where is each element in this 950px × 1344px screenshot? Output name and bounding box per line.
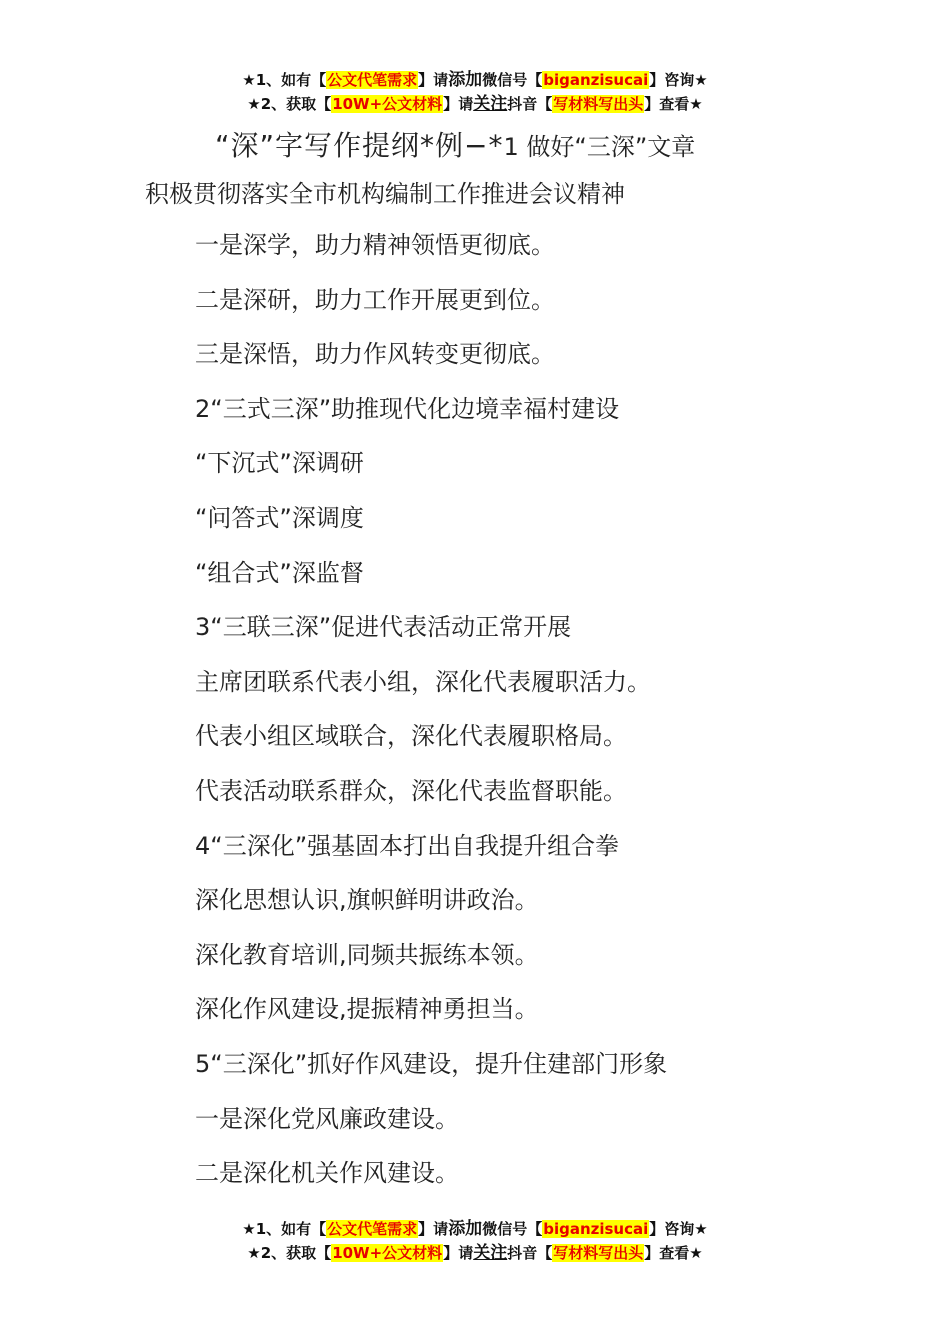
promo-text: 微信号【 [482, 1220, 543, 1238]
outline-heading: 3“三联三深”促进代表活动正常开展 [195, 613, 572, 642]
outline-line: 主席团联系代表小组，深化代表履职活力。 [195, 667, 651, 696]
footer-promo-banner [0, 1217, 950, 1265]
promo-line-1 [0, 68, 950, 92]
promo-highlight: biganzisucai [543, 1220, 649, 1238]
title-sub: 1 做好“三深”文章 [503, 133, 696, 161]
outline-line: 代表小组区域联合，深化代表履职格局。 [195, 722, 627, 751]
promo-emphasis: 关注 [473, 1243, 508, 1263]
outline-line: “下沉式”深调研 [195, 449, 364, 478]
promo-text: 】咨询★ [649, 1220, 708, 1238]
outline-line: “问答式”深调度 [195, 503, 364, 532]
promo-highlight: 公文代笔需求 [327, 1220, 418, 1238]
promo-text: 】请 [418, 71, 449, 89]
promo-line-1 [0, 1217, 950, 1241]
outline-line: 深化作风建设,提振精神勇担当。 [195, 995, 539, 1024]
outline-line: 二是深化机关作风建设。 [195, 1159, 459, 1188]
document-subtitle: 积极贯彻落实全市机构编制工作推进会议精神 [145, 180, 625, 208]
promo-text: 抖音【 [507, 95, 553, 113]
promo-text: 微信号【 [482, 71, 543, 89]
promo-line-2 [0, 92, 950, 116]
promo-highlight: 10W+公文材料 [332, 1244, 443, 1262]
promo-emphasis: 关注 [473, 94, 508, 114]
outline-heading: 2“三式三深”助推现代化边境幸福村建设 [195, 394, 620, 423]
promo-text: ★1、如有【 [242, 71, 327, 89]
outline-line: 一是深学，助力精神领悟更彻底。 [195, 231, 555, 259]
outline-list [195, 227, 667, 1210]
promo-highlight: 写材料写出头 [553, 1244, 644, 1262]
promo-text: ★2、获取【 [247, 95, 332, 113]
promo-text: 】查看★ [644, 95, 703, 113]
promo-highlight: 10W+公文材料 [332, 95, 443, 113]
outline-heading: 5“三深化”抓好作风建设，提升住建部门形象 [195, 1049, 668, 1078]
document-title [215, 124, 695, 164]
promo-text: ★1、如有【 [242, 1220, 327, 1238]
title-main: “深”字写作提纲*例−* [215, 129, 504, 162]
promo-line-2 [0, 1241, 950, 1265]
outline-line: 二是深研，助力工作开展更到位。 [195, 285, 555, 314]
outline-line: 深化思想认识,旗帜鲜明讲政治。 [195, 886, 539, 915]
outline-line: 代表活动联系群众，深化代表监督职能。 [195, 776, 627, 805]
outline-line: “组合式”深监督 [195, 558, 364, 587]
promo-highlight: 公文代笔需求 [327, 71, 418, 89]
promo-highlight: biganzisucai [543, 71, 649, 89]
promo-text: 】请 [443, 95, 474, 113]
promo-text: ★2、获取【 [247, 1244, 332, 1262]
outline-line: 一是深化党风廉政建设。 [195, 1104, 459, 1133]
promo-text: 】请 [443, 1244, 474, 1262]
header-promo-banner [0, 68, 950, 116]
promo-text: 】请 [418, 1220, 449, 1238]
outline-line: 深化教育培训,同频共振练本领。 [195, 940, 539, 969]
promo-text: 抖音【 [507, 1244, 553, 1262]
promo-text: 】咨询★ [649, 71, 708, 89]
outline-line: 三是深悟，助力作风转变更彻底。 [195, 340, 555, 369]
promo-highlight: 写材料写出头 [553, 95, 644, 113]
promo-emphasis: 添加 [448, 70, 483, 90]
promo-emphasis: 添加 [448, 1219, 483, 1239]
promo-text: 】查看★ [644, 1244, 703, 1262]
outline-heading: 4“三深化”强基固本打出自我提升组合拳 [195, 831, 620, 860]
